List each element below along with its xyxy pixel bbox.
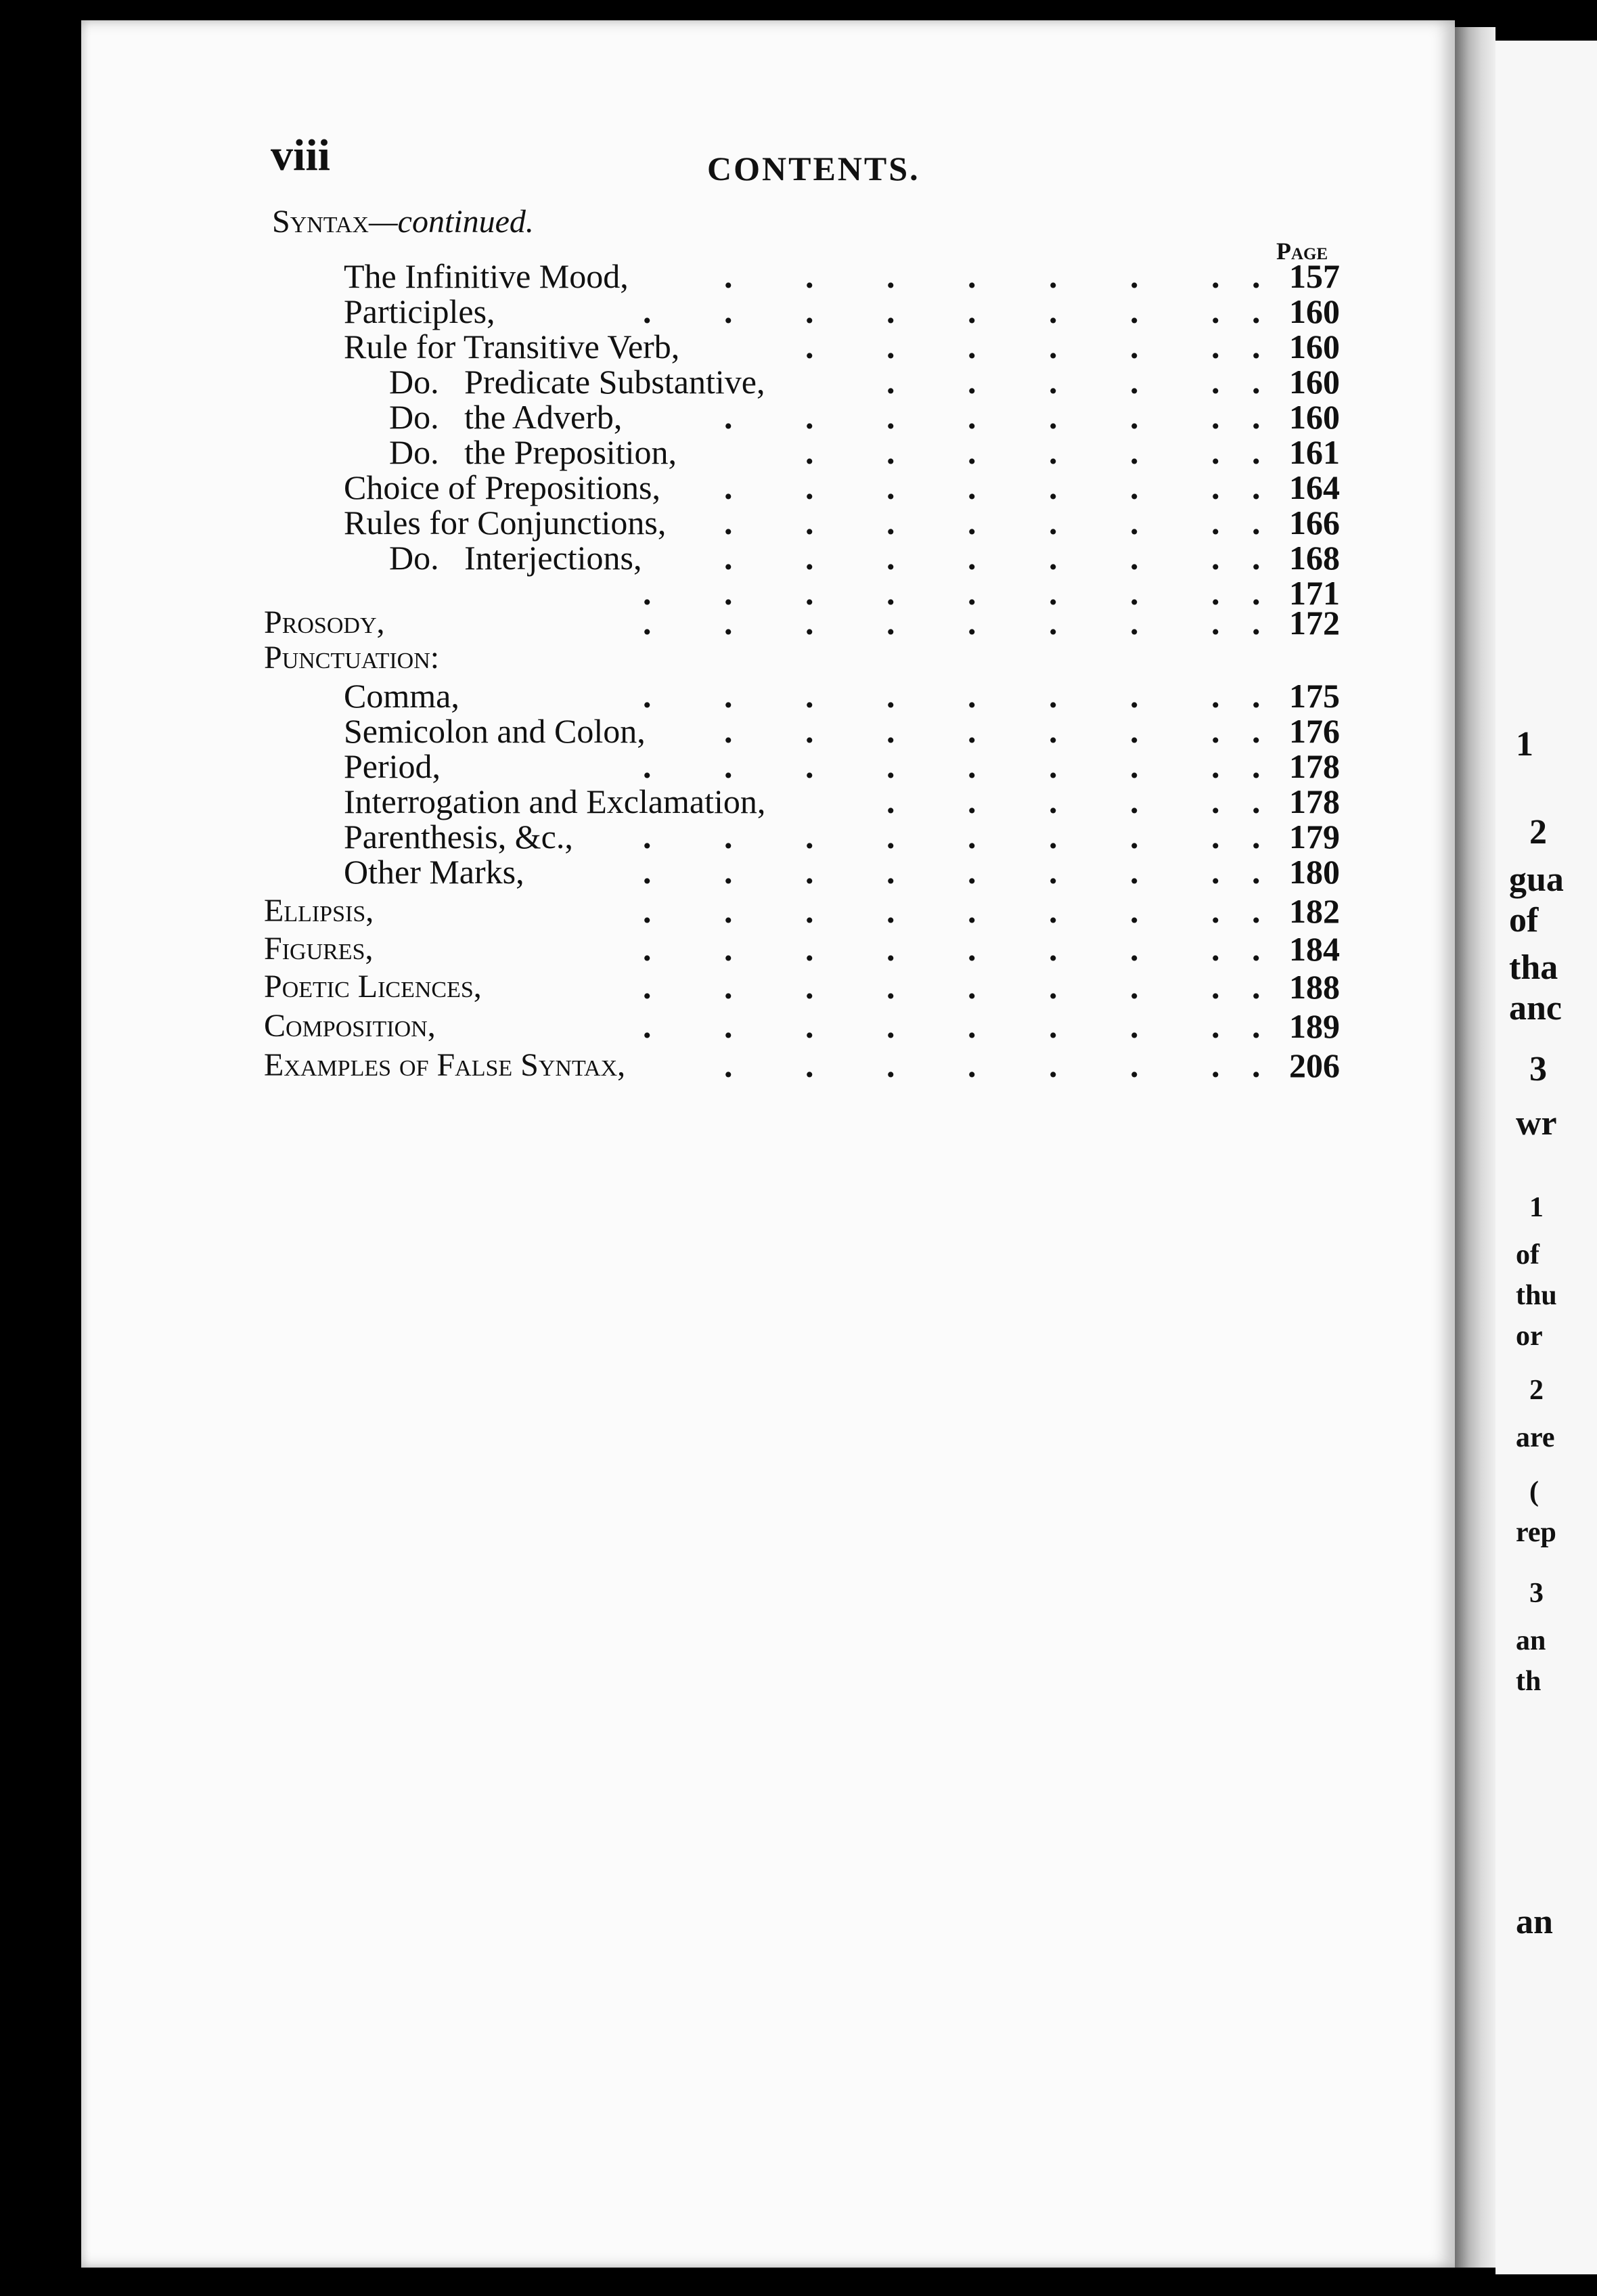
toc-entry-page: 157 <box>1289 257 1340 295</box>
toc-entry <box>264 398 1360 436</box>
toc-entry-page: 164 <box>1289 468 1340 506</box>
toc-entry-page: 180 <box>1289 853 1340 891</box>
toc-entry-label: Parenthesis, &c., <box>344 818 573 856</box>
toc-entry-label: Punctuation: <box>264 640 440 676</box>
dot-leader: . . . . . . . . <box>724 539 1261 577</box>
toc-entry-page: 160 <box>1289 363 1340 401</box>
toc-entry-page: 184 <box>1289 930 1340 968</box>
dot-leader: . . . . . . . . <box>724 504 1261 542</box>
toc-entry-page: 160 <box>1289 328 1340 366</box>
toc-entry-page: 178 <box>1289 747 1340 785</box>
dot-leader: . . . . . . . . . <box>643 930 1261 968</box>
toc-entry <box>264 968 1360 1006</box>
toc-list <box>264 203 1360 1097</box>
toc-entry-label: Choice of Prepositions, <box>344 468 661 506</box>
toc-entry <box>264 433 1360 471</box>
section-heading-continued: —continued. <box>368 204 534 240</box>
facing-page-text-fragment: an <box>1516 1903 1553 1941</box>
facing-page-text-fragment: anc <box>1509 989 1562 1028</box>
dot-leader: . . . . . . . . . <box>643 968 1261 1006</box>
toc-entry-label: Poetic Licences, <box>264 969 482 1005</box>
toc-entry-page: 160 <box>1289 292 1340 330</box>
folio: viii <box>271 131 331 180</box>
dot-leader: . . . . . . <box>886 363 1261 401</box>
toc-entry-label: Comma, <box>344 677 459 715</box>
facing-page-text-fragment: 2 <box>1529 1375 1544 1406</box>
dot-leader: . . . . . . . . <box>724 468 1261 506</box>
toc-entry-label: Do. the Preposition, <box>389 433 677 471</box>
toc-entry <box>264 639 1360 677</box>
dot-leader: . . . . . . . . . <box>643 1007 1261 1045</box>
toc-entry-page: 178 <box>1289 782 1340 820</box>
dot-leader: . . . . . . . . <box>724 712 1261 750</box>
dot-leader: . . . . . . . . . <box>643 853 1261 891</box>
dot-leader: . . . . . . . . . <box>643 747 1261 785</box>
facing-page-text-fragment: wr <box>1516 1104 1557 1143</box>
dot-leader: . . . . . . . . . <box>643 677 1261 715</box>
toc-entry <box>264 328 1360 366</box>
toc-entry <box>264 539 1360 577</box>
facing-page-text-fragment: thu <box>1516 1280 1557 1311</box>
facing-page-text-fragment: or <box>1516 1321 1543 1352</box>
toc-entry-label: Do. Interjections, <box>389 539 642 577</box>
toc-entry-label: Rules for Conjunctions, <box>344 504 667 542</box>
facing-page-text-fragment: 2 <box>1529 813 1547 852</box>
dot-leader: . . . . . . . . . <box>643 574 1261 612</box>
running-head <box>271 130 1353 191</box>
toc-entry-page: 175 <box>1289 677 1340 715</box>
toc-entry <box>264 257 1360 295</box>
facing-page-text-fragment: 1 <box>1529 1192 1544 1223</box>
table-of-contents <box>264 203 1360 1097</box>
toc-entry-page: 182 <box>1289 892 1340 930</box>
toc-entry <box>264 712 1360 750</box>
toc-entry <box>264 468 1360 506</box>
facing-page-text-fragment: 3 <box>1529 1050 1547 1088</box>
facing-page-text-fragment: of <box>1516 1239 1539 1271</box>
toc-entry-label: Other Marks, <box>344 853 524 891</box>
toc-entry-label: Rule for Transitive Verb, <box>344 328 680 366</box>
toc-entry <box>264 677 1360 715</box>
toc-entry-label: Do. Predicate Substantive, <box>389 363 765 401</box>
facing-page-text-fragment: gua <box>1509 860 1564 899</box>
dot-leader: . . . . . . . . <box>724 257 1261 295</box>
facing-page-text-fragment: an <box>1516 1625 1546 1656</box>
toc-entry-page: 188 <box>1289 968 1340 1006</box>
toc-entry <box>264 782 1360 820</box>
facing-page-text-fragment: 3 <box>1529 1578 1544 1609</box>
toc-entry-page: 168 <box>1289 539 1340 577</box>
toc-entry-label: Do. the Adverb, <box>389 398 623 436</box>
dot-leader: . . . . . . . <box>805 433 1261 471</box>
toc-entry-label: Examples of False Syntax, <box>264 1047 626 1083</box>
toc-entry-page: 189 <box>1289 1007 1340 1045</box>
toc-entry-page: 166 <box>1289 504 1340 542</box>
toc-entry-label: Interrogation and Exclamation, <box>344 782 766 820</box>
toc-entry <box>264 747 1360 785</box>
toc-entry <box>264 363 1360 401</box>
toc-entry <box>264 604 1360 642</box>
section-heading-main: Syntax <box>272 204 369 240</box>
dot-leader: . . . . . . . . . <box>643 892 1261 930</box>
facing-page-text-fragment: tha <box>1509 948 1558 987</box>
dot-leader: . . . . . . . . <box>724 1046 1261 1084</box>
toc-entry <box>264 818 1360 856</box>
dot-leader: . . . . . . . . . <box>643 292 1261 330</box>
toc-entry-label: Composition, <box>264 1008 436 1044</box>
toc-entry <box>264 292 1360 330</box>
toc-entry-label: The Infinitive Mood, <box>344 257 629 295</box>
facing-page-text-fragment: 1 <box>1516 725 1533 764</box>
toc-entry-page: 171 <box>1289 574 1340 612</box>
left-page <box>81 20 1455 2268</box>
dot-leader: . . . . . . <box>886 782 1261 820</box>
toc-entry-label: Period, <box>344 747 441 785</box>
facing-page-text-fragment: rep <box>1516 1517 1556 1548</box>
toc-entry-page: 206 <box>1289 1046 1340 1084</box>
toc-entry <box>264 504 1360 542</box>
toc-entry <box>264 1007 1360 1045</box>
page-title: CONTENTS. <box>707 150 920 187</box>
toc-entry-label: Participles, <box>344 292 495 330</box>
dot-leader: . . . . . . . <box>805 328 1261 366</box>
toc-entry-label: Semicolon and Colon, <box>344 712 646 750</box>
toc-entry <box>264 930 1360 968</box>
facing-page <box>1495 41 1597 2274</box>
facing-page-text-fragment: ( <box>1529 1476 1539 1507</box>
toc-entry <box>264 892 1360 930</box>
page-column-label: Page <box>1276 238 1328 265</box>
dot-leader: . . . . . . . . . <box>643 818 1261 856</box>
dot-leader: . . . . . . . . . <box>643 604 1261 642</box>
toc-entry <box>264 1046 1360 1084</box>
facing-page-text-fragment: of <box>1509 901 1539 940</box>
toc-entry-page: 161 <box>1289 433 1340 471</box>
dot-leader: . . . . . . . . <box>724 398 1261 436</box>
toc-entry-page: 176 <box>1289 712 1340 750</box>
toc-entry-label: Prosody, <box>264 604 385 640</box>
facing-page-text-fragment: th <box>1516 1666 1542 1697</box>
book-gutter <box>1455 27 1495 2268</box>
toc-entry-page: 160 <box>1289 398 1340 436</box>
toc-entry-label: Figures, <box>264 931 374 967</box>
toc-entry-page: 179 <box>1289 818 1340 856</box>
toc-entry-page: 172 <box>1289 604 1340 642</box>
facing-page-text-fragment: are <box>1516 1422 1555 1453</box>
toc-entry <box>264 853 1360 891</box>
toc-entry-label: Ellipsis, <box>264 893 374 929</box>
